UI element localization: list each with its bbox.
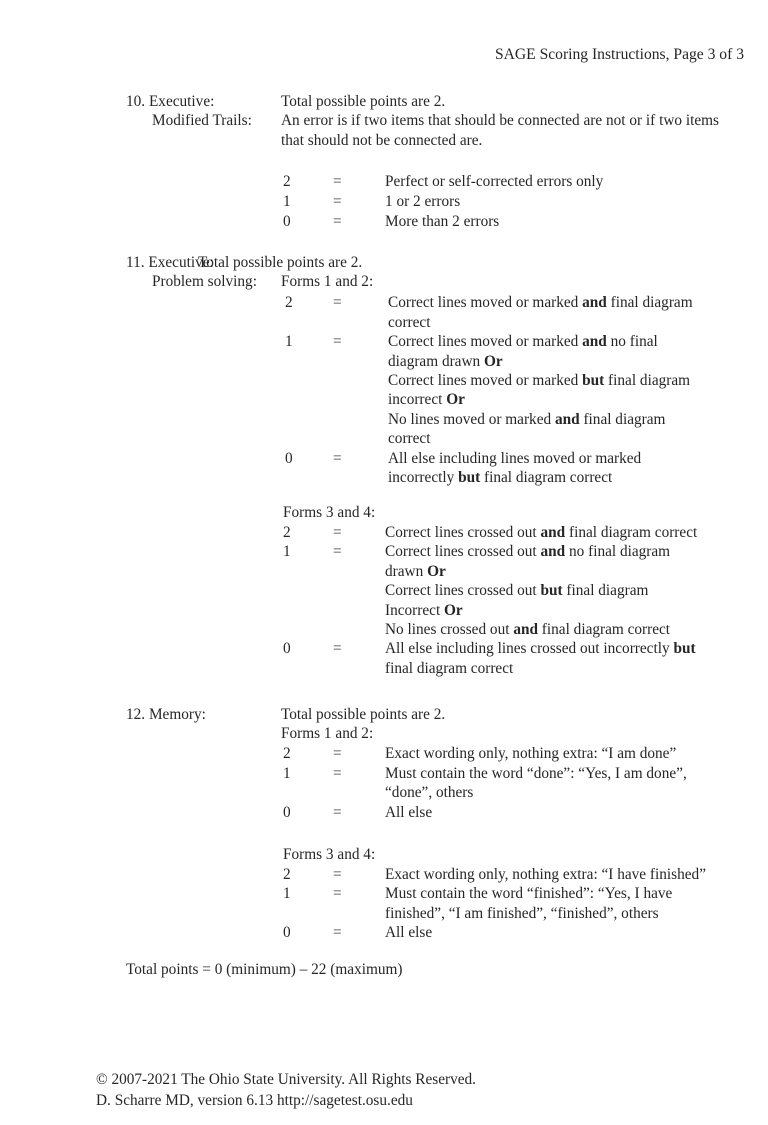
item-12-score-equals: = bbox=[333, 803, 342, 821]
item-12-forms-3-4-label: Forms 3 and 4: bbox=[283, 846, 376, 863]
item-10-description: An error is if two items that should be connected are not or if two items that should not be connected are. bbox=[281, 112, 719, 149]
item-12-score-points: 0 bbox=[283, 924, 291, 942]
item-12-score-text-line: All else bbox=[385, 924, 433, 942]
item-11-score-text-line: Correct lines crossed out and no final diagram bbox=[385, 543, 671, 561]
item-11-score-text-line: correct bbox=[388, 313, 431, 331]
item-10-score-points: 1 bbox=[283, 193, 291, 210]
item-11-score-text-line: No lines crossed out and final diagram correct bbox=[385, 621, 671, 638]
item-11-score-text-line: drawn Or bbox=[385, 562, 446, 580]
item-12-score-equals: = bbox=[333, 764, 342, 782]
item-11-score-equals: = bbox=[333, 449, 342, 467]
item-11-score-text-line: Correct lines moved or marked and no final bbox=[388, 333, 658, 351]
item-10-score-text: More than 2 errors bbox=[385, 213, 500, 230]
item-12-score-points: 2 bbox=[283, 866, 291, 883]
item-11-score-points: 2 bbox=[283, 524, 291, 541]
item-12-score-text-line: Exact wording only, nothing extra: “I am done” bbox=[385, 745, 677, 763]
item-12-score-equals: = bbox=[333, 745, 342, 763]
item-11-score-text-line: incorrect Or bbox=[388, 391, 465, 409]
item-11-score-text-line: All else including lines moved or marked bbox=[388, 449, 642, 467]
item-10-score-text: 1 or 2 errors bbox=[385, 193, 461, 210]
item-12-score-text-line: Exact wording only, nothing extra: “I have finished” bbox=[385, 866, 706, 883]
item-11-score-text-line: Incorrect Or bbox=[385, 601, 463, 619]
item-11-score-text-line: Correct lines moved or marked and final diagram bbox=[388, 294, 693, 312]
item-11-score-points: 1 bbox=[283, 543, 291, 561]
item-12-forms-1-2-label: Forms 1 and 2: bbox=[281, 725, 374, 743]
item-12-score-points: 0 bbox=[283, 803, 291, 821]
page-header: SAGE Scoring Instructions, Page 3 of 3 bbox=[494, 46, 744, 63]
item-12-score-equals: = bbox=[333, 866, 342, 883]
item-10-score-points: 2 bbox=[283, 173, 291, 190]
item-12-score-text-line: finished”, “I am finished”, “finished”, others bbox=[385, 904, 659, 922]
item-10-score-equals: = bbox=[333, 213, 342, 230]
item-11-score-text-line: diagram drawn Or bbox=[388, 352, 503, 370]
item-11-score-equals: = bbox=[333, 294, 342, 312]
item-11-score-text-line: Correct lines crossed out and final diagram correct bbox=[385, 524, 698, 541]
item-11-forms-3-4-label: Forms 3 and 4: bbox=[283, 504, 376, 521]
item-12-score-text-line: Must contain the word “done”: “Yes, I am done”, bbox=[385, 764, 687, 782]
item-11-score-points: 0 bbox=[285, 449, 293, 467]
item-11-score-equals: = bbox=[333, 524, 342, 541]
item-10-number: 10. Executive: bbox=[126, 93, 215, 110]
item-10-intro: Total possible points are 2. bbox=[281, 93, 446, 110]
footer-author: D. Scharre MD, version 6.13 http://sagetest.osu.edu bbox=[96, 1091, 413, 1109]
item-12-intro: Total possible points are 2. bbox=[281, 706, 446, 723]
item-11-score-equals: = bbox=[333, 640, 342, 658]
item-11-intro: Total possible points are 2. bbox=[198, 254, 363, 271]
item-12-score-text-line: “done”, others bbox=[385, 784, 474, 802]
item-11-score-points: 0 bbox=[283, 640, 291, 658]
footer-copyright: © 2007-2021 The Ohio State University. All Rights Reserved. bbox=[96, 1071, 476, 1088]
item-11-score-text-line: correct bbox=[388, 430, 431, 448]
item-11-score-text-line: All else including lines crossed out incorrectly but bbox=[385, 640, 696, 658]
item-11-score-equals: = bbox=[333, 333, 342, 351]
item-11-score-points: 1 bbox=[285, 333, 293, 351]
item-11-score-text-line: No lines moved or marked and final diagram bbox=[388, 410, 666, 428]
item-11-score-text-line: Correct lines crossed out but final diagram bbox=[385, 582, 649, 600]
item-11-subtitle: Problem solving: bbox=[152, 273, 257, 291]
item-12-score-text-line: Must contain the word “finished”: “Yes, I have bbox=[385, 885, 673, 903]
total-points-line: Total points = 0 (minimum) – 22 (maximum) bbox=[126, 961, 403, 978]
item-12-number: 12. Memory: bbox=[126, 706, 206, 723]
item-10-score-equals: = bbox=[333, 173, 342, 190]
item-12-score-points: 1 bbox=[283, 885, 291, 903]
item-11-score-text-line: Correct lines moved or marked but final diagram bbox=[388, 371, 691, 389]
item-11-score-points: 2 bbox=[285, 294, 293, 312]
item-12-score-equals: = bbox=[333, 885, 342, 903]
item-10-subtitle: Modified Trails: bbox=[152, 112, 252, 130]
page-footer bbox=[96, 1070, 476, 1111]
item-11-forms-1-2-label: Forms 1 and 2: bbox=[281, 273, 374, 291]
item-11-score-text-line: final diagram correct bbox=[385, 659, 514, 677]
item-11-score-text-line: incorrectly but final diagram correct bbox=[388, 468, 613, 486]
item-12-score-points: 2 bbox=[283, 745, 291, 763]
item-10-score-text: Perfect or self-corrected errors only bbox=[385, 173, 604, 190]
item-12-score-text-line: All else bbox=[385, 803, 433, 821]
item-10-score-equals: = bbox=[333, 193, 342, 210]
item-11-number: 11. Executive: bbox=[126, 254, 214, 271]
item-11-score-equals: = bbox=[333, 543, 342, 561]
item-12-score-points: 1 bbox=[283, 764, 291, 782]
item-12-score-equals: = bbox=[333, 924, 342, 942]
item-10-score-points: 0 bbox=[283, 213, 291, 230]
